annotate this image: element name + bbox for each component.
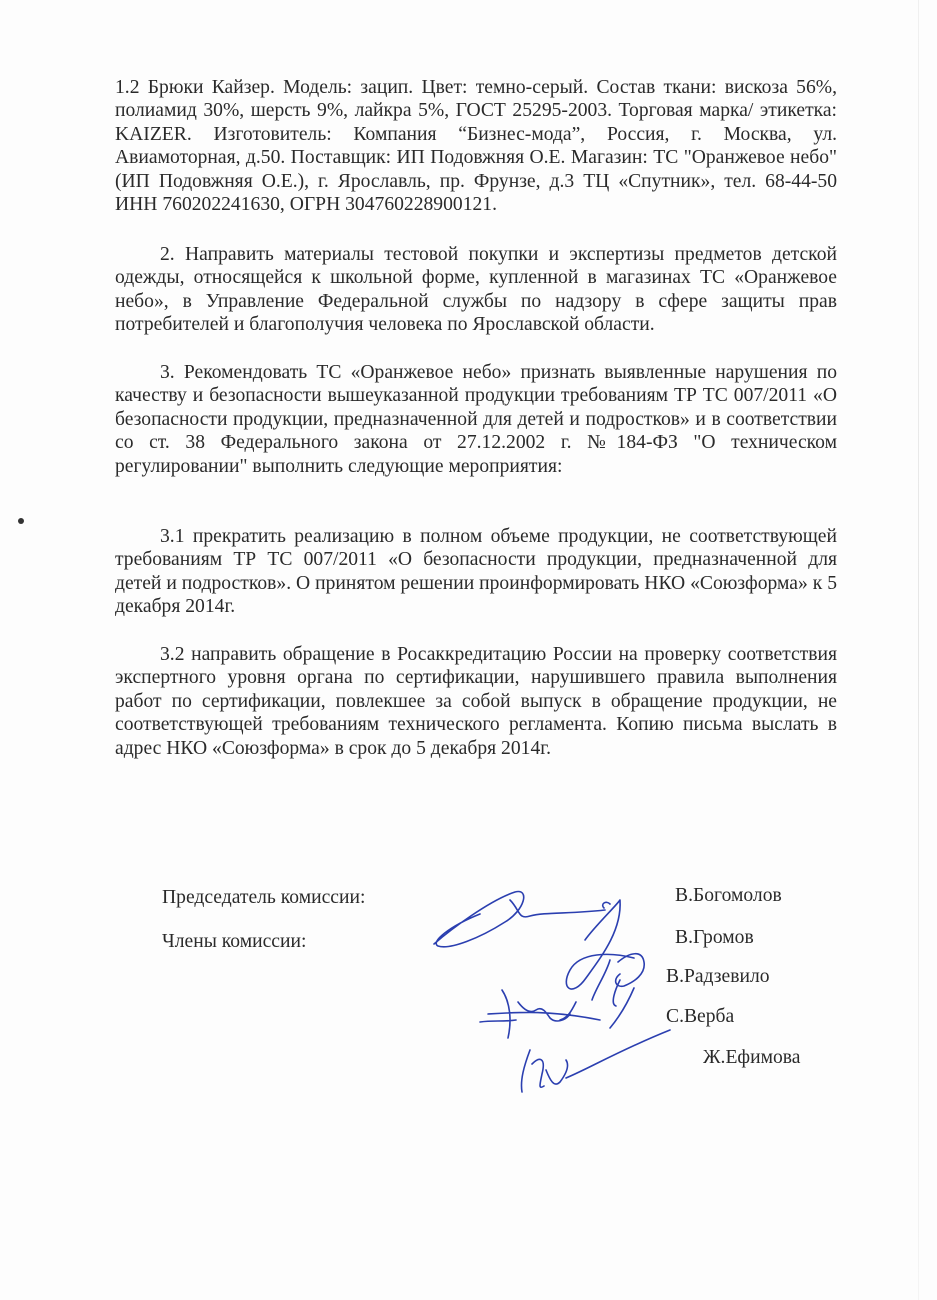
- paragraph-item-3-1: 3.1 прекратить реализацию в полном объеме продукции, не соответствующей требованиям ТР ТС 007/2011 «О безопасности продукции, предназначенной для детей и подростков». О принятом решении проинформировать НКО «Союзформа» к 5 декабря 2014г.: [115, 526, 837, 618]
- signatory-name: В.Громов: [675, 927, 754, 948]
- members-label: Члены комиссии:: [162, 931, 307, 952]
- scan-edge: [918, 0, 919, 1300]
- signature-stroke: [434, 892, 610, 947]
- signature-stroke: [566, 900, 634, 1006]
- signature-stroke: [480, 990, 600, 1038]
- handwritten-signatures: [420, 870, 690, 1110]
- paragraph-item-2: 2. Направить материалы тестовой покупки и экспертизы предметов детской одежды, относящейся к школьной форме, купленной в магазинах ТС «Оранжевое небо», в Управление Федеральной службы по надзору в сфере защиты прав потребителей и благополучия человека по Ярославской области.: [115, 244, 837, 336]
- chair-label: Председатель комиссии:: [162, 887, 366, 908]
- paragraph-item-3-2: 3.2 направить обращение в Росаккредитацию России на проверку соответствия экспертного уровня органа по сертификации, нарушившего правила выполнения работ по сертификации, повлекшее за собой выпуск в обращение продукции, не соответствующей требованиям технического регламента. Копию письма выслать в адрес НКО «Союзформа» в срок до 5 декабря 2014г.: [115, 644, 837, 759]
- margin-dot: [18, 518, 24, 524]
- signature-stroke: [521, 1030, 670, 1092]
- paragraph-item-1-2: 1.2 Брюки Кайзер. Модель: зацип. Цвет: темно-серый. Состав ткани: вискоза 56%, полиамид 30%, шерсть 9%, лайкра 5%, ГОСТ 25295-2003. Торговая марка/ этикетка: KAIZER. Изготовитель: Компания “Бизнес-мода”, Россия, г. Москва, ул. Авиамоторная, д.50. Поставщик: ИП Подовжняя О.Е. Магазин: ТС "Оранжевое небо" (ИП Подовжняя О.Е.), г. Ярославль, пр. Фрунзе, д.3 ТЦ «Спутник», тел. 68-44-50 ИНН 760202241630, ОГРН 304760228900121.: [115, 77, 837, 216]
- signatory-name: В.Радзевило: [666, 966, 770, 987]
- signatory-name: Ж.Ефимова: [703, 1047, 801, 1068]
- paragraph-item-3: 3. Рекомендовать ТС «Оранжевое небо» признать выявленные нарушения по качеству и безопасности вышеуказанной продукции требованиям ТР ТС 007/2011 «О безопасности продукции, предназначенной для детей и подростков» и в соответствии со ст. 38 Федерального закона от 27.12.2002 г. №184-ФЗ "О техническом регулировании" выполнить следующие мероприятия:: [115, 362, 837, 477]
- signatory-name: С.Верба: [666, 1006, 735, 1027]
- signatory-name: В.Богомолов: [675, 885, 782, 906]
